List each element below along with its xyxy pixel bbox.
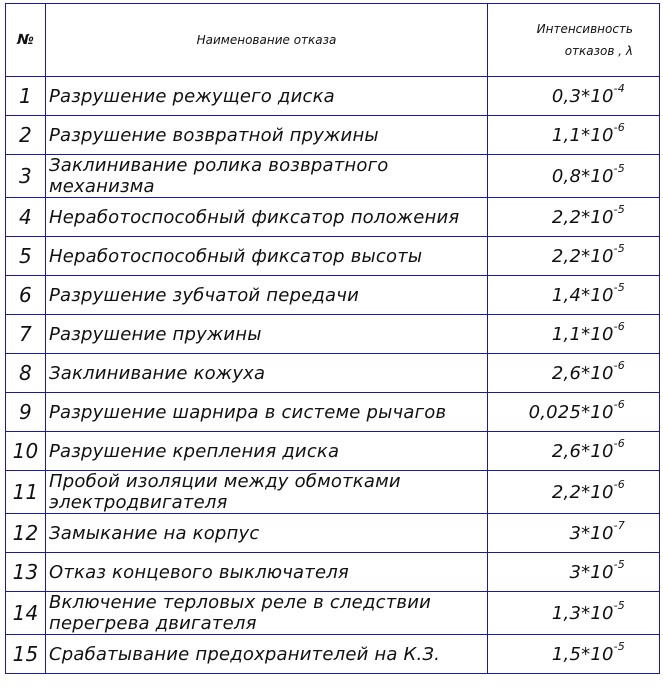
failure-rate-exponent: -5 [613, 162, 625, 175]
failure-rate-exponent: -5 [613, 203, 625, 216]
failure-rate [488, 354, 660, 393]
table-row [6, 553, 660, 592]
failure-rate-mantissa: 0,3*10 [551, 86, 614, 107]
table-row [6, 116, 660, 155]
table-row [6, 635, 660, 674]
row-number: 1 [6, 77, 46, 116]
failure-rate-mantissa: 1,1*10 [551, 125, 614, 146]
row-number: 14 [6, 592, 46, 635]
failure-rate-mantissa: 1,4*10 [551, 285, 614, 306]
row-number: 9 [6, 393, 46, 432]
table-row [6, 237, 660, 276]
failure-rate-exponent: -5 [613, 281, 625, 294]
table-row [6, 77, 660, 116]
row-number: 10 [6, 432, 46, 471]
failure-name: Отказ концевого выключателя [46, 553, 488, 592]
failure-name: Разрушение крепления диска [46, 432, 488, 471]
failure-rate-table [5, 3, 660, 674]
failure-rate [488, 635, 660, 674]
table-header-row [6, 4, 660, 77]
table-row [6, 276, 660, 315]
failure-name: Разрушение зубчатой передачи [46, 276, 488, 315]
failure-rate-mantissa: 2,6*10 [551, 363, 614, 384]
failure-rate [488, 155, 660, 198]
failure-rate-exponent: -6 [613, 320, 625, 333]
row-number: 3 [6, 155, 46, 198]
failure-name: Разрушение шарнира в системе рычагов [46, 393, 488, 432]
failure-rate [488, 393, 660, 432]
failure-rate-exponent: -5 [613, 558, 625, 571]
failure-name: Разрушение пружины [46, 315, 488, 354]
header-rate-line2: отказов , λ [564, 44, 633, 58]
row-number: 5 [6, 237, 46, 276]
failure-name: Замыкание на корпус [46, 514, 488, 553]
failure-name: Заклинивание ролика возвратного механизма [46, 155, 488, 198]
failure-rate-exponent: -6 [613, 478, 625, 491]
failure-name: Разрушение возвратной пружины [46, 116, 488, 155]
failure-rate-mantissa: 0,025*10 [528, 402, 614, 423]
row-number: 15 [6, 635, 46, 674]
header-number: № [6, 4, 46, 77]
header-failure-rate [488, 4, 660, 77]
failure-rate-mantissa: 1,5*10 [551, 644, 614, 665]
failure-rate [488, 592, 660, 635]
table-row [6, 155, 660, 198]
row-number: 4 [6, 198, 46, 237]
failure-rate-mantissa: 1,1*10 [551, 324, 614, 345]
failure-rate-exponent: -5 [613, 242, 625, 255]
failure-rate-table-sheet [5, 3, 659, 692]
failure-rate-exponent: -5 [613, 640, 625, 653]
failure-rate [488, 514, 660, 553]
table-row [6, 471, 660, 514]
failure-rate-mantissa: 2,2*10 [551, 246, 614, 267]
failure-rate-exponent: -7 [613, 519, 625, 532]
failure-name: Заклинивание кожуха [46, 354, 488, 393]
failure-rate [488, 237, 660, 276]
row-number: 8 [6, 354, 46, 393]
failure-rate-mantissa: 3*10 [569, 523, 614, 544]
failure-rate-mantissa: 0,8*10 [551, 166, 614, 187]
failure-rate [488, 432, 660, 471]
failure-rate-exponent: -6 [613, 398, 625, 411]
header-rate-line1: Интенсивность [536, 22, 633, 36]
failure-rate [488, 198, 660, 237]
row-number: 11 [6, 471, 46, 514]
failure-rate [488, 276, 660, 315]
failure-name: Разрушение режущего диска [46, 77, 488, 116]
table-row [6, 432, 660, 471]
failure-rate-exponent: -6 [613, 359, 625, 372]
header-failure-name: Наименование отказа [46, 4, 488, 77]
table-row [6, 198, 660, 237]
failure-name: Срабатывание предохранителей на К.З. [46, 635, 488, 674]
table-row [6, 315, 660, 354]
table-row [6, 514, 660, 553]
failure-rate-mantissa: 2,2*10 [551, 207, 614, 228]
row-number: 2 [6, 116, 46, 155]
failure-rate-mantissa: 3*10 [569, 562, 614, 583]
table-row [6, 393, 660, 432]
failure-name: Включение терловых реле в следствии перегрева двигателя [46, 592, 488, 635]
failure-name: Пробой изоляции между обмотками электродвигателя [46, 471, 488, 514]
failure-rate-exponent: -6 [613, 121, 625, 134]
failure-rate-exponent: -4 [613, 82, 625, 95]
row-number: 13 [6, 553, 46, 592]
failure-name: Неработоспособный фиксатор высоты [46, 237, 488, 276]
failure-rate-mantissa: 2,6*10 [551, 441, 614, 462]
row-number: 7 [6, 315, 46, 354]
failure-rate [488, 553, 660, 592]
row-number: 6 [6, 276, 46, 315]
table-row [6, 592, 660, 635]
failure-rate-mantissa: 1,3*10 [551, 603, 614, 624]
row-number: 12 [6, 514, 46, 553]
failure-rate-exponent: -5 [613, 599, 625, 612]
failure-rate-mantissa: 2,2*10 [551, 482, 614, 503]
failure-rate [488, 77, 660, 116]
failure-rate [488, 116, 660, 155]
failure-name: Неработоспособный фиксатор положения [46, 198, 488, 237]
failure-rate [488, 315, 660, 354]
failure-rate [488, 471, 660, 514]
failure-rate-exponent: -6 [613, 437, 625, 450]
table-body [6, 77, 660, 674]
table-row [6, 354, 660, 393]
